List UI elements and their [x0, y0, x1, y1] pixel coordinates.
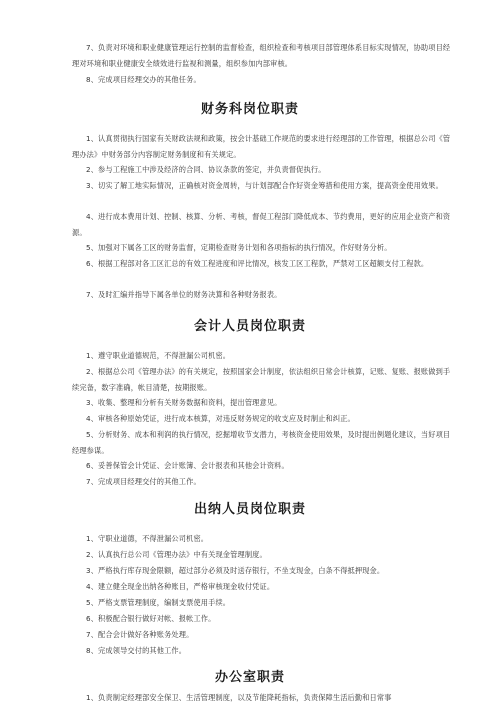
cashier-item-5: 5、严格支票管理制度，编制支票使用手续。 [86, 598, 231, 607]
cashier-item-2: 2、认真执行总公司《管理办法》中有关现金管理制度。 [86, 550, 267, 559]
accountant-item-5: 5、分析财务、成本和利润的执行情况，挖掘增收节支潜力，考核资金使用效果，及时提出例题化建议，当好项目经理参谋。 [72, 430, 451, 455]
cashier-item-8: 8、完成领导交付的其他工作。 [86, 646, 187, 655]
cashier-item-6: 6、积极配合银行做好对帐、报帐工作。 [86, 614, 216, 623]
intro-item-8: 8、完成项目经理交办的其他任务。 [86, 75, 201, 84]
cashier-item-4: 4、建立健全现金出纳各种账目，严格审核现金收付凭证。 [86, 582, 275, 591]
accountant-item-2: 2、根据总公司《管理办法》的有关规定，按照国家会计制度，依法组织日常会计核算，记账、复账、报账做到手续完备，数字准确，帐目清楚，按期报账。 [72, 367, 451, 392]
cashier-item-1: 1、守职业道德，不得泄漏公司机密。 [86, 534, 209, 543]
finance-item-2: 2、参与工程施工中涉及经济的合同、协议条款的签定，并负责督促执行。 [86, 165, 326, 174]
section-title-office: 办公室职责 [214, 670, 285, 685]
section-title-finance: 财务科岗位职责 [200, 102, 299, 117]
office-item-1: 1、负责制定经理部安全保卫、生活管理制度，以及节能降耗指标，负责保障生活后勤和日常事 [86, 693, 392, 702]
finance-item-6: 6、根据工程部对各工区汇总的有效工程进度和评比情况，核发工区工程款，严禁对工区超额支付工程款。 [86, 259, 429, 268]
finance-item-4: 4、进行成本费用计划、控制、核算、分析、考核，督促工程部门降低成本、节约费用，更好的应用企业资产和资源。 [72, 212, 451, 237]
section-title-accountant: 会计人员岗位职责 [193, 319, 306, 334]
accountant-item-6: 6、妥善保管会计凭证、会计账簿、会计报表和其他会计资料。 [86, 461, 289, 470]
finance-item-5: 5、加强对下属各工区的财务监督，定期检查财务计划和各项指标的执行情况，作好财务分析。 [86, 243, 392, 252]
finance-item-7: 7、及时汇编并指导下属各单位的财务决算和各种财务报表。 [86, 290, 282, 299]
finance-item-3: 3、切实了解工地实际情况，正确核对资金周转，与计划部配合作好资金筹措和使用方案，提高资金使用效果。 [86, 181, 443, 190]
accountant-item-4: 4、审核各种原始凭证，进行成本核算，对违反财务规定的收支应及时制止和纠正。 [86, 414, 355, 423]
cashier-item-3: 3、严格执行库存现金限额，超过部分必须及时送存银行，不坐支现金，白条不得抵押现金。 [86, 566, 385, 575]
accountant-item-1: 1、遵守职业道德规范，不得泄漏公司机密。 [86, 351, 231, 360]
section-title-cashier: 出纳人员岗位职责 [193, 502, 306, 517]
finance-item-1: 1、认真贯彻执行国家有关财政法规和政策，按会计基础工作规范的要求进行经理部的工作管理，根据总公司《管理办法》中财务部分内容制定财务制度和有关规定。 [72, 134, 451, 159]
accountant-item-7: 7、完成项目经理交付的其他工作。 [86, 477, 201, 486]
intro-item-7: 7、负责对环境和职业健康管理运行控制的监督检查，组织检查和考核项目部管理体系目标实现情况，协助项目经理对环境和职业健康安全绩效进行监视和测量，组织参加内部审核。 [72, 43, 451, 68]
accountant-item-3: 3、收集、整理和分析有关财务数据和资料，提出管理意见。 [86, 398, 282, 407]
cashier-item-7: 7、配合会计做好各种账务处理。 [86, 630, 194, 639]
